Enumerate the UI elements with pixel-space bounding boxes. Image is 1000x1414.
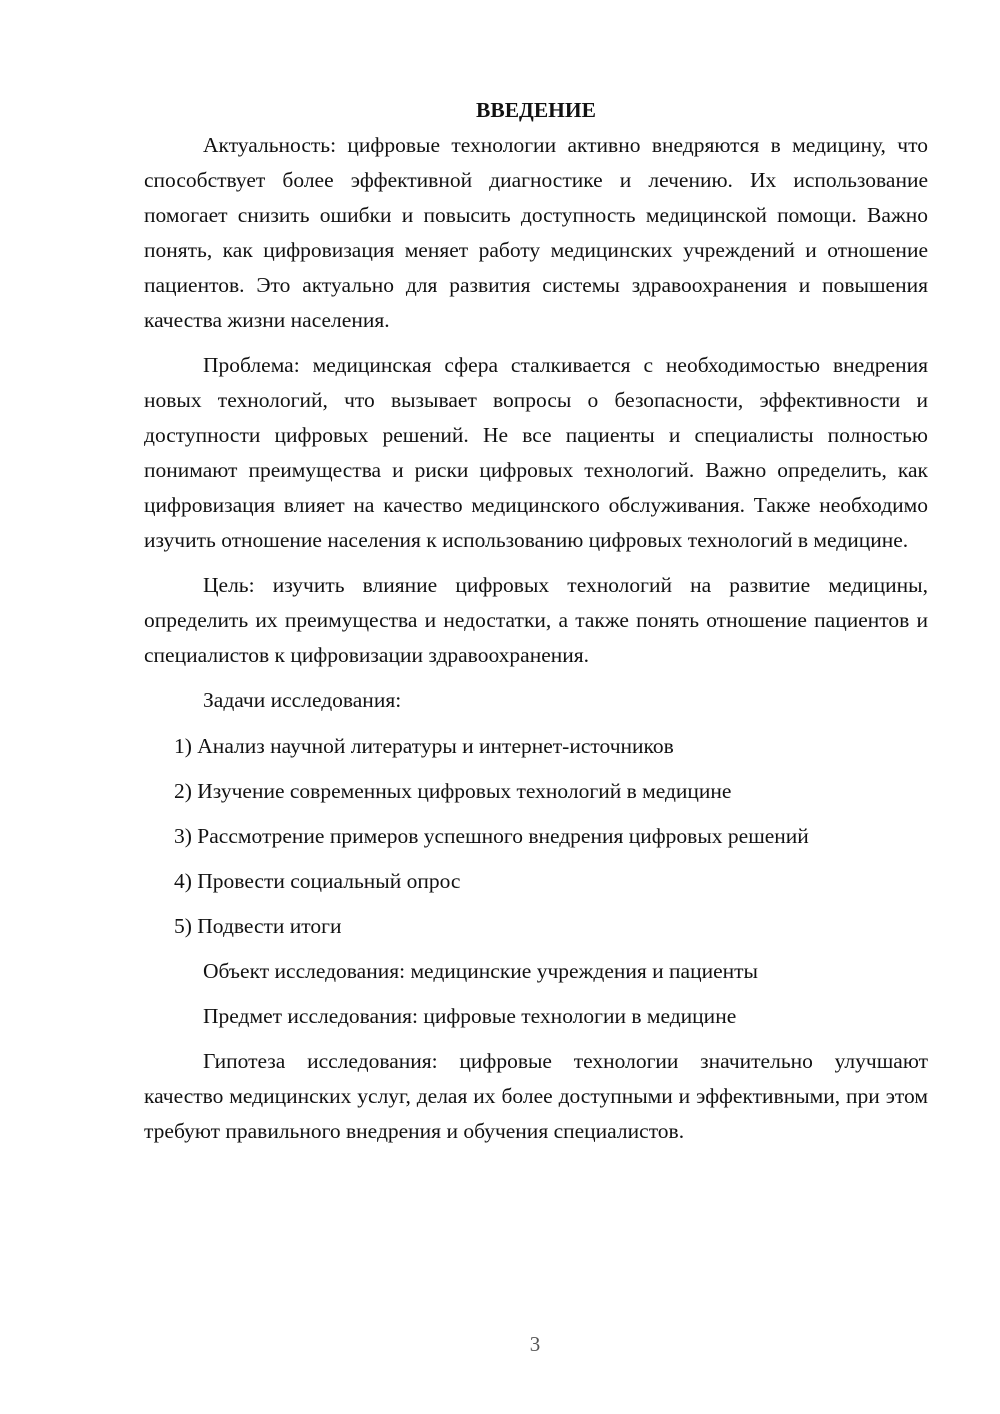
research-subject: Предмет исследования: цифровые технологии в медицине	[203, 1004, 737, 1028]
list-item: 3) Рассмотрение примеров успешного внедрения цифровых решений	[174, 824, 809, 848]
page-number: 3	[529, 1332, 541, 1356]
tasks-list	[144, 729, 928, 944]
hypothesis-paragraph: Гипотеза исследования: цифровые технологии значительно улучшают качество медицинских услуг, делая их более доступными и эффективными, при этом требуют правильного внедрения и обучения специалистов.	[144, 1049, 928, 1143]
research-object: Объект исследования: медицинские учреждения и пациенты	[203, 959, 758, 983]
page-heading: ВВЕДЕНИЕ	[476, 98, 596, 122]
list-item: 4) Провести социальный опрос	[174, 869, 461, 893]
list-item: 1) Анализ научной литературы и интернет-источников	[174, 734, 674, 758]
problem-paragraph: Проблема: медицинская сфера сталкивается с необходимостью внедрения новых технологий, что вызывает вопросы о безопасности, эффективности и доступности цифровых решений. Не все пациенты и специалисты полностью понимают преимущества и риски цифровых технологий. Важно определить, как цифровизация влияет на качество медицинского обслуживания. Также необходимо изучить отношение населения к использованию цифровых технологий в медицине.	[144, 353, 928, 552]
goal-paragraph: Цель: изучить влияние цифровых технологий на развитие медицины, определить их преимущества и недостатки, а также понять отношение пациентов и специалистов к цифровизации здравоохранения.	[144, 573, 928, 667]
list-item: 5) Подвести итоги	[174, 914, 342, 938]
list-item: 2) Изучение современных цифровых технологий в медицине	[174, 779, 732, 803]
tasks-title: Задачи исследования:	[203, 688, 402, 712]
page-body	[144, 93, 928, 1149]
relevance-paragraph: Актуальность: цифровые технологии активно внедряются в медицину, что способствует более эффективной диагностике и лечению. Их использование помогает снизить ошибки и повысить доступность медицинской помощи. Важно понять, как цифровизация меняет работу медицинских учреждений и отношение пациентов. Это актуально для развития системы здравоохранения и повышения качества жизни населения.	[144, 133, 928, 332]
